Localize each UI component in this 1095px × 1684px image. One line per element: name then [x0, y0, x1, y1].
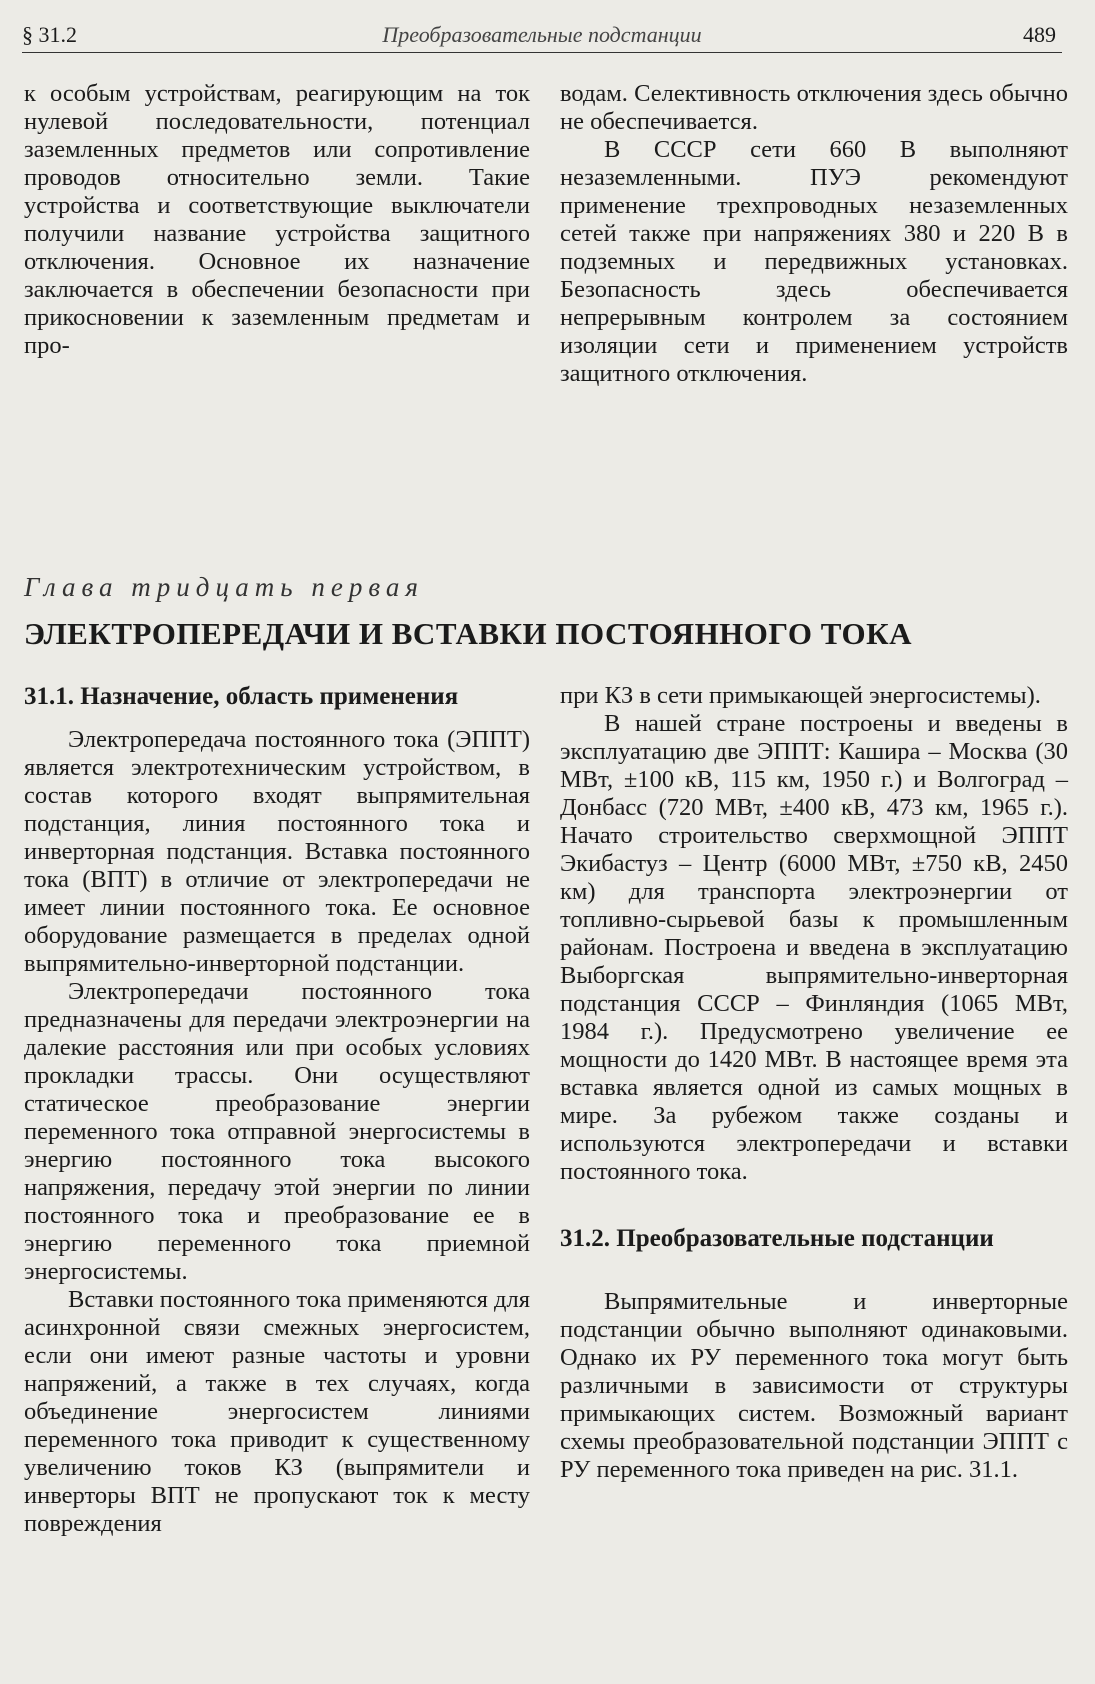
page-number: 489: [1023, 22, 1056, 47]
section-number: § 31.2: [22, 22, 77, 47]
left-column: [24, 682, 530, 1538]
running-header: [22, 18, 1062, 53]
section-heading: 31.1. Назначение, область применения: [24, 683, 459, 710]
chapter-title: ЭЛЕКТРОПЕРЕДАЧИ И ВСТАВКИ ПОСТОЯННОГО ТОКА: [24, 616, 912, 651]
paragraph: В нашей стране построены и введены в эксплуатацию две ЭППТ: Кашира – Москва (30 МВт, ±100 кВ, 115 км, 1950 г.) и Волгоград – Донбасс (720 МВт, ±400 кВ, 473 км, 1965 г.). Начато строительство сверхмощной ЭППТ Экибастуз – Центр (6000 МВт, ±750 кВ, 2450 км) для транспорта электроэнергии от топливно-сырьевой базы к промышленным районам. Построена и введена в эксплуатацию Выборгская выпрямительно-инверторная подстанция СССР – Финляндия (1065 МВт, 1984 г.). Предусмотрено увеличение ее мощности до 1420 МВт. В настоящее время эта вставка является одной из самых мощных в мире. За рубежом также созданы и используются электропередачи и вставки постоянного тока.: [560, 710, 1068, 1185]
section-heading: 31.2. Преобразовательные подстанции: [560, 1225, 994, 1252]
paragraph: Вставки постоянного тока применяются для асинхронной связи смежных энергосистем, если они имеют разные частоты и уровни напряжений, а также в тех случаях, когда объединение энергосистем линиями переменного тока приводит к существенному увеличению токов КЗ (выпрямители и инверторы ВПТ не пропускают ток к месту повреждения: [24, 1286, 530, 1537]
paragraph: В СССР сети 660 В выполняют незаземленными. ПУЭ рекомендуют применение трехпроводных незаземленных сетей также при напряжениях 380 и 220 В в подземных и передвижных установках. Безопасность здесь обеспечивается непрерывным контролем за состоянием изоляции сети и применением устройств защитного отключения.: [560, 136, 1068, 387]
top-left-column: [24, 80, 530, 360]
paragraph: Электропередача постоянного тока (ЭППТ) является электротехническим устройством, в состав которого входят выпрямительная подстанция, линия постоянного тока и инверторная подстанция. Вставка постоянного тока (ВПТ) в отличие от электропередачи не имеет линии постоянного тока. Ее основное оборудование размещается в пределах одной выпрямительно-инверторной подстанции.: [24, 726, 530, 977]
paragraph: Электропередачи постоянного тока предназначены для передачи электроэнергии на далекие расстояния или при особых условиях прокладки трассы. Они осуществляют статическое преобразование энергии переменного тока отправной энергосистемы в энергию постоянного тока высокого напряжения, передачу этой энергии по линии постоянного тока и преобразование ее в энергию переменного тока приемной энергосистемы.: [24, 978, 530, 1285]
top-right-column: [560, 80, 1068, 388]
right-column: [560, 682, 1068, 1484]
paragraph: к особым устройствам, реагирующим на ток нулевой последовательности, потенциал заземленных предметов или сопротивление проводов относительно земли. Такие устройства и соответствующие выключатели получили название устройства защитного отключения. Основное их назначение заключается в обеспечении безопасности при прикосновении к заземленным предметам и про-: [24, 80, 530, 359]
paragraph: при КЗ в сети примыкающей энергосистемы).: [560, 682, 1041, 709]
paragraph: водам. Селективность отключения здесь обычно не обеспечивается.: [560, 80, 1068, 135]
chapter-label: Глава тридцать первая: [24, 572, 424, 602]
paragraph: Выпрямительные и инверторные подстанции обычно выполняют одинаковыми. Однако их РУ переменного тока могут быть различными в зависимости от структуры примыкающих систем. Возможный вариант схемы преобразовательной подстанции ЭППТ с РУ переменного тока приведен на рис. 31.1.: [560, 1288, 1068, 1483]
running-title: Преобразовательные подстанции: [382, 22, 702, 47]
